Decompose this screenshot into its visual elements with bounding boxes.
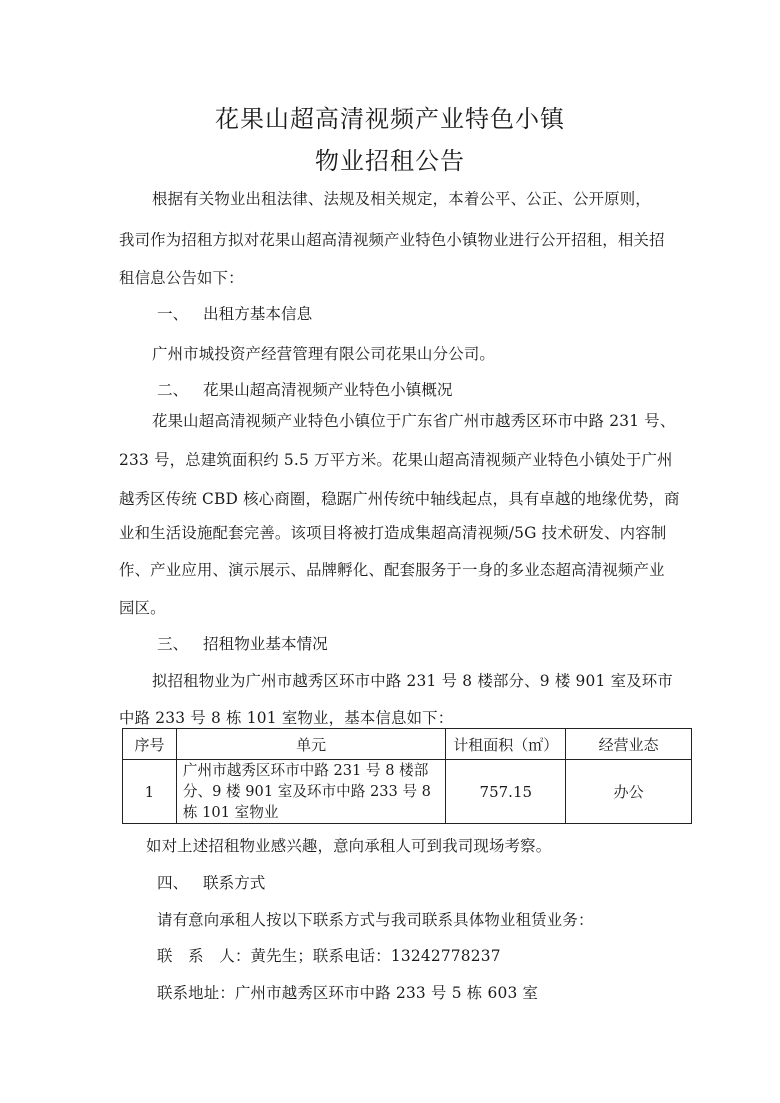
section-number: 三、 xyxy=(157,635,189,653)
overview-line-4: 业和生活设施配套完善。该项目将被打造成集超高清视频/5G 技术研发、内容制 xyxy=(119,524,667,542)
intro-line-3: 租信息公告如下： xyxy=(119,269,244,287)
section-title: 出租方基本信息 xyxy=(203,305,313,323)
table-header-row xyxy=(123,729,692,760)
property-table xyxy=(122,728,692,824)
title-line-1: 花果山超高清视频产业特色小镇 xyxy=(215,105,565,133)
header-index: 序号 xyxy=(123,729,177,760)
section-number: 四、 xyxy=(157,874,189,892)
section-heading-1 xyxy=(157,302,312,324)
intro-line-1: 根据有关物业出租法律、法规及相关规定，本着公平、公正、公开原则， xyxy=(152,190,651,208)
lessor-text: 广州市城投资产经营管理有限公司花果山分公司。 xyxy=(152,345,495,363)
section-heading-3 xyxy=(157,632,328,654)
contact-intro: 请有意向承租人按以下联系方式与我司联系具体物业租赁业务： xyxy=(157,911,594,929)
cell-index: 1 xyxy=(123,760,177,824)
unit-line: 栋 101 室物业 xyxy=(182,804,279,821)
overview-line-5: 作、产业应用、演示展示、品牌孵化、配套服务于一身的多业态超高清视频产业 xyxy=(119,561,665,579)
overview-line-3: 越秀区传统 CBD 核心商圈，稳踞广州传统中轴线起点，具有卓越的地缘优势，商 xyxy=(119,490,680,508)
after-table-text: 如对上述招租物业感兴趣，意向承租人可到我司现场考察。 xyxy=(146,837,552,855)
contact-address: 联系地址：广州市越秀区环市中路 233 号 5 栋 603 室 xyxy=(157,984,539,1002)
unit-line: 广州市越秀区环市中路 231 号 8 楼部 xyxy=(182,762,429,779)
section-title: 招租物业基本情况 xyxy=(203,635,328,653)
overview-line-1: 花果山超高清视频产业特色小镇位于广东省广州市越秀区环市中路 231 号、 xyxy=(152,412,676,430)
property-intro-line-2: 中路 233 号 8 栋 101 室物业，基本信息如下： xyxy=(119,709,454,727)
section-heading-2 xyxy=(157,378,453,400)
section-heading-4 xyxy=(157,871,265,893)
cell-business: 办公 xyxy=(566,760,692,824)
unit-line: 分、9 楼 901 室及环市中路 233 号 8 xyxy=(182,783,431,800)
table-row xyxy=(123,760,692,824)
cell-area: 757.15 xyxy=(446,760,566,824)
contact-person: 联 系 人：黄先生；联系电话：13242778237 xyxy=(157,947,501,965)
header-unit: 单元 xyxy=(176,729,445,760)
title-line-2: 物业招租公告 xyxy=(315,147,465,175)
overview-line-2: 233 号，总建筑面积约 5.5 万平方米。花果山超高清视频产业特色小镇处于广州 xyxy=(119,451,673,469)
section-title: 联系方式 xyxy=(203,874,266,892)
section-number: 二、 xyxy=(157,381,189,399)
property-intro-line-1: 拟招租物业为广州市越秀区环市中路 231 号 8 楼部分、9 楼 901 室及环市 xyxy=(152,672,673,690)
section-title: 花果山超高清视频产业特色小镇概况 xyxy=(203,381,453,399)
cell-unit xyxy=(176,760,445,824)
header-area: 计租面积（㎡） xyxy=(446,729,566,760)
overview-line-6: 园区。 xyxy=(119,599,166,617)
header-business: 经营业态 xyxy=(566,729,692,760)
intro-line-2: 我司作为招租方拟对花果山超高清视频产业特色小镇物业进行公开招租，相关招 xyxy=(119,231,665,249)
section-number: 一、 xyxy=(157,305,189,323)
